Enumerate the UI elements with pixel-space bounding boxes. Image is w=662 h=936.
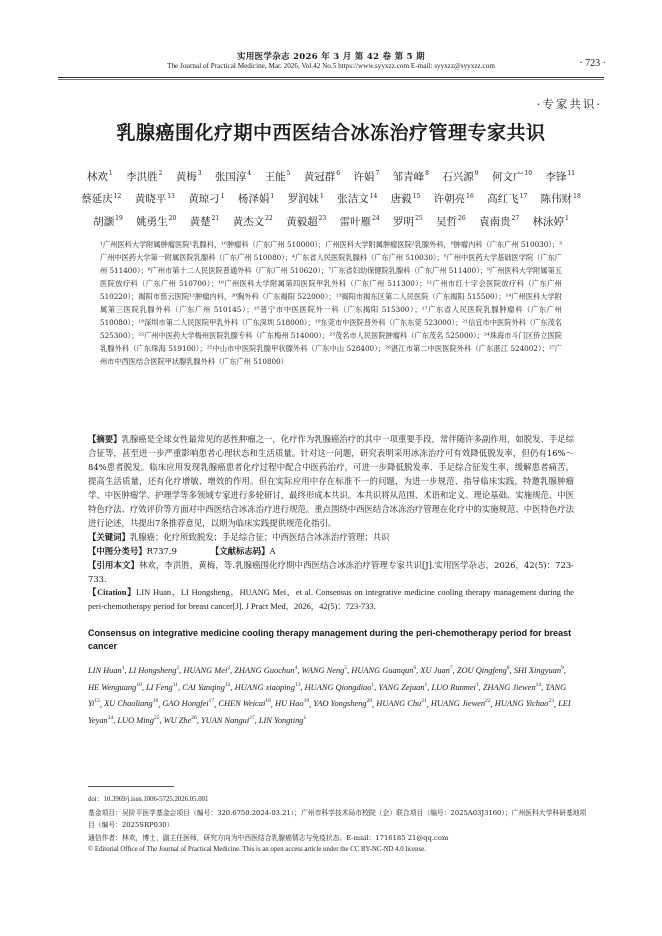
author-name: 姚勇生$^{20}$ bbox=[136, 215, 177, 228]
author-affiliation-mark: 8 bbox=[425, 170, 429, 177]
english-author-name: XU Chaoliang$^{16}$ bbox=[104, 698, 159, 709]
author-affiliation-mark: 1 bbox=[220, 192, 225, 200]
english-author-affiliation-mark: 6 bbox=[413, 665, 417, 671]
english-author-affiliation-mark: 16 bbox=[152, 698, 159, 705]
author-affiliation-mark: 16 bbox=[466, 192, 474, 200]
author-name: 罗明$^{25}$ bbox=[393, 215, 423, 228]
author-affiliation-mark: 18 bbox=[573, 192, 581, 200]
english-author-affiliation-mark: 15 bbox=[94, 698, 100, 705]
english-author-name: WU Zhe$^{26}$ bbox=[163, 715, 197, 726]
author-name: 高红飞$^{17}$ bbox=[487, 192, 528, 205]
header-rule bbox=[58, 77, 604, 78]
author-affiliation-mark: 19 bbox=[115, 215, 123, 222]
english-author-affiliation-mark: 9 bbox=[561, 665, 564, 671]
author-affiliation-mark: 5 bbox=[286, 170, 291, 177]
english-author-name: YANG Zejuan$^1$ bbox=[378, 681, 428, 692]
author-affiliation-mark: 20 bbox=[168, 215, 177, 222]
author-name: 何文广$^{10}$ bbox=[491, 170, 533, 183]
author-affiliation-mark: 21 bbox=[211, 215, 220, 222]
english-author-name: HE Wenguang$^{10}$ bbox=[88, 681, 142, 692]
clc-label: 【中图分类号】 bbox=[88, 546, 147, 556]
abstract-block bbox=[88, 432, 574, 614]
author-name: 李洪胜$^2$ bbox=[126, 170, 163, 183]
author-affiliation-mark: 12 bbox=[113, 192, 122, 200]
author-affiliation-mark: 24 bbox=[372, 215, 380, 222]
author-name: 邹青峰$^8$ bbox=[392, 170, 429, 183]
author-affiliation-mark: 4 bbox=[247, 170, 252, 177]
english-author-affiliation-mark: 14 bbox=[535, 681, 542, 688]
english-author-affiliation-mark: 1 bbox=[424, 681, 428, 688]
author-name: 杨泽娟$^1$ bbox=[237, 192, 275, 205]
author-affiliation-mark: 6 bbox=[336, 170, 341, 177]
keywords-text: 乳腺癌；化疗所致脱发；手足综合征；中西医结合冰冻治疗管理；共识 bbox=[129, 532, 390, 542]
english-author-affiliation-mark: 1 bbox=[371, 681, 375, 688]
author-name: 胡灏$^{19}$ bbox=[93, 215, 123, 228]
column-label: ·专家共识· bbox=[536, 97, 602, 111]
citation-en bbox=[88, 586, 574, 614]
english-author-affiliation-mark: 4 bbox=[294, 665, 298, 671]
english-author-name: LUO Runmei$^1$ bbox=[431, 681, 479, 692]
author-name: 许娟$^7$ bbox=[353, 170, 380, 183]
english-author-affiliation-mark: 17 bbox=[208, 698, 215, 705]
author-affiliation-mark: 1 bbox=[108, 170, 113, 177]
author-name: 雷叶雁$^{24}$ bbox=[339, 215, 380, 228]
english-author-name: LI Hongsheng$^2$ bbox=[128, 665, 180, 675]
author-name: 吴哲$^{26}$ bbox=[436, 215, 466, 228]
english-author-affiliation-mark: 26 bbox=[191, 715, 197, 722]
english-author-name: LI Feng$^{11}$ bbox=[146, 681, 179, 692]
english-author-affiliation-mark: 3 bbox=[227, 665, 231, 671]
author-name: 许朝亮$^{16}$ bbox=[433, 192, 474, 205]
english-author-affiliation-mark: 23 bbox=[548, 698, 554, 705]
english-author-affiliation-mark: 5 bbox=[344, 665, 348, 671]
abstract-text: 乳腺癌是全球女性最常见的恶性肿瘤之一，化疗作为乳腺癌治疗的其中一项重要手段，常伴随许多副作用，如脱发、手足综合征等，甚至进一步严重影响患者心理状态和生活质量。针对这一问题，研究表明采用冰冻治疗可有效降低脱发率，但仍有16%～84%患者脱发。临床应用发现乳腺癌患者化疗过程中配合中医药治疗，可进一步降低脱发率、手足综合征发生率，缓解患者痛苦，提高生活质量，还有化疗增敏、增效的作用。但在实际应用中存在标准不一的问题，为进一步规范、指导临床实践，特邀乳腺肿瘤学、中医肿瘤学、护理学等多领域专家进行多轮研讨，最终形成本共识。本共识将从范围、术语和定义、理论基础、实施规范、中医特色疗法、疗效评价等方面对中西医结合冰冻治疗进行规范。重点围绕中西医结合冰冻治疗管理在化疗中的实施规范、中医特色疗法进行论述，共提出7条推荐意见，以期为临床实践提供规范化指引。 bbox=[88, 434, 575, 528]
english-author-affiliation-mark: 2 bbox=[176, 665, 180, 671]
author-affiliation-mark: 23 bbox=[318, 215, 327, 222]
english-author-name: GAO Hongfei$^{17}$ bbox=[162, 698, 215, 709]
english-author-affiliation-mark: 7 bbox=[449, 665, 453, 671]
author-name: 黄晓平$^{13}$ bbox=[134, 192, 175, 205]
english-author-name: HUANG Guanqun$^6$ bbox=[351, 665, 417, 675]
author-affiliation-mark: 2 bbox=[158, 170, 163, 177]
doc-code-label: 【文献标志码】 bbox=[210, 546, 270, 556]
english-author-affiliation-mark: 12 bbox=[224, 681, 231, 688]
author-affiliation-mark: 13 bbox=[167, 192, 175, 200]
classification-row bbox=[88, 544, 574, 558]
affiliations: ¹广州医科大学附属肿瘤医院¹乳腺科，¹⁶肿瘤科（广东广州 510000）；广州医科大学附属肿瘤医院²乳腺外科，⁸肿瘤内科（广东广州 510030）；³广州中医药大学第一附属医院乳腺科（广东广州 510080）；⁴广东省人民医院乳腺科（广东广州 510030）；⁵广州中医药大学基础医学院（广东广州 511400）；⁶广州市第十二人民医院普通外科（广东广州 510620）；⁷广东省妇幼保健院乳腺科（广东广州 511400）；⁹广州医科大学附属第五医院放疗科（广东广州 510700）；¹⁰广州医科大学附属第四医院甲乳外科（广东广州 511300）；¹¹广州市红十字会医院放疗科（广东广州 510220）；揭阳市慈云医院¹²肿瘤内科，²⁰胸外科（广东揭阳 522000）；¹³揭阳市揭东区第二人民医院（广东揭阳 515500）；¹⁴广州医科大学附属第三医院乳腺外科（广东广州 510145）；¹⁵普宁市中医医院外一科（广东揭阳 515300）；¹⁷广东省人民医院乳腺肿瘤科（广东广州 510080）；¹⁸深圳市第二人民医院甲乳外科（广东深圳 518000）；¹⁹东莞市中医院普外科（广东东莞 523000）；²¹信宜市中医院外科（广东茂名 525300）；²²广州中医药大学梅州医院乳腺专科（广东梅州 514000）；²³茂名市人民医院肿瘤科（广东茂名 525000）；²⁴珠海市斗门区侨立医院乳腺外科（广东珠海 519100）；²⁵中山市中医院乳腺甲状腺外科（广东中山 528400）；²⁶湛江市第二中医医院外科（广东湛江 524002）；²⁷广州市中西医结合医院甲状腺乳腺外科（广东广州 510800） bbox=[100, 240, 562, 366]
author-name: 袁南贵$^{27}$ bbox=[479, 215, 520, 228]
english-author-list: LIN Huan$^1$, LI Hongsheng$^2$, HUANG Mei$^3$, ZHANG Guochun$^4$, WANG Neng$^5$, HUANG Guanqun$^6$, XU Juan$^7$, ZOU Qingfeng$^8$, SHI Xingyuan$^9$, HE Wenguang$^{10}$, LI Feng$^{11}$, CAI Yanqing$^{12}$, HUANG xiaoping$^{13}$, HUANG Qiongdiao$^1$, YANG Zejuan$^1$, LUO Runmei$^1$, ZHANG Jiewen$^{14}$, TANG Yi$^{15}$, XU Chaoliang$^{16}$, GAO Hongfei$^{17}$, CHEN Weicai$^{18}$, HU Hao$^{19}$, YAO Yongsheng$^{20}$, HUANG Chu$^{21}$, HUANG Jiewen$^{22}$, HUANG Yichao$^{23}$, LEI Yeyan$^{24}$, LUO Ming$^{25}$, WU Zhe$^{26}$, YUAN Nangui$^{27}$, LIN Yongting$^1$ bbox=[88, 665, 571, 726]
english-author-affiliation-mark: 21 bbox=[421, 698, 427, 705]
english-author-name: HUANG Jiewen$^{22}$ bbox=[430, 698, 491, 709]
english-author-name: HUANG Yichao$^{23}$ bbox=[494, 698, 554, 709]
footnotes bbox=[88, 794, 588, 857]
english-author-name: HUANG Mei$^3$ bbox=[183, 665, 231, 675]
author-affiliation-mark: 14 bbox=[369, 192, 378, 200]
header-rule-thin bbox=[58, 79, 604, 80]
citation-cn bbox=[88, 558, 574, 586]
english-author-affiliation-mark: 27 bbox=[249, 715, 255, 722]
correspondence-note: 通信作者：林欢，博士，副主任医师，研究方向为中西医结合乳腺癌情志与免疫状态。E-mail：1716185 21@qq.com bbox=[88, 833, 449, 842]
author-name: 唐毅$^{15}$ bbox=[390, 192, 421, 205]
english-author-affiliation-mark: 22 bbox=[485, 698, 491, 705]
author-affiliation-mark: 3 bbox=[197, 170, 202, 177]
author-name: 陈伟财$^{18}$ bbox=[540, 192, 581, 205]
english-author-name: CAI Yanqing$^{12}$ bbox=[182, 681, 231, 692]
keywords bbox=[88, 530, 574, 544]
footnote-rule bbox=[88, 786, 174, 787]
english-author-name: ZHANG Guochun$^4$ bbox=[234, 665, 298, 675]
english-author-name: LEI Yeyan$^{24}$ bbox=[88, 699, 571, 726]
english-author-affiliation-mark: 19 bbox=[303, 698, 310, 705]
page-number: · 723 · bbox=[579, 58, 606, 69]
doi: doi：10.3969/j.issn.1006-5725.2026.05.001 bbox=[88, 796, 209, 803]
journal-header-cn: 实用医学杂志 2026 年 3 月 第 42 卷 第 5 期 bbox=[237, 52, 425, 62]
author-affiliation-mark: 27 bbox=[511, 215, 520, 222]
english-author-affiliation-mark: 13 bbox=[294, 681, 301, 688]
author-name: 张洁文$^{14}$ bbox=[337, 192, 378, 205]
english-author-name: LIN Yongting$^1$ bbox=[258, 715, 307, 726]
author-name: 黄琼刁$^1$ bbox=[188, 192, 225, 205]
english-author-affiliation-mark: 1 bbox=[475, 681, 479, 688]
author-affiliation-mark: 10 bbox=[524, 170, 533, 177]
english-author-name: ZHANG Jiewen$^{14}$ bbox=[482, 681, 542, 692]
author-affiliation-mark: 11 bbox=[567, 170, 576, 177]
journal-header-en: The Journal of Practical Medicine, Mar. 2026, Vol.42 No.5 https://www.syyxzz.com E-mail: syyxzz@syyxzz.com bbox=[167, 62, 495, 70]
english-author-name: WANG Neng$^5$ bbox=[301, 665, 348, 675]
author-affiliation-mark: 17 bbox=[519, 192, 528, 200]
author-affiliation-mark: 1 bbox=[270, 192, 275, 200]
author-affiliation-mark: 9 bbox=[474, 170, 479, 177]
english-author-name: LUO Ming$^{25}$ bbox=[117, 715, 160, 726]
copyright-note: © Editorial Office of The Journal of Practical Medicine. This is an open access article under the CC BY-NC-ND 4.0 license. bbox=[88, 846, 426, 853]
abstract bbox=[88, 432, 574, 530]
citation-en-label: 【Citation】 bbox=[88, 588, 137, 597]
english-author-affiliation-mark: 11 bbox=[172, 681, 179, 688]
english-author-affiliation-mark: 1 bbox=[121, 665, 125, 671]
author-affiliation-mark: 22 bbox=[265, 215, 273, 222]
author-affiliation-mark: 7 bbox=[375, 170, 380, 177]
citation-en-text: LIN Huan，LI Hongsheng，HUANG Mei，et al. Consensus on integrative medicine cooling therapy management during the peri-chemotherapy period for breast cancer[J]. J Pract Med，2026，42(5)：723-733. bbox=[88, 588, 575, 611]
english-author-name: ZOU Qingfeng$^8$ bbox=[456, 665, 510, 675]
author-affiliation-mark: 1 bbox=[565, 215, 569, 222]
english-author-name: HUANG xiaoping$^{13}$ bbox=[234, 681, 301, 692]
english-author-affiliation-mark: 25 bbox=[153, 715, 160, 722]
english-author-affiliation-mark: 1 bbox=[303, 715, 307, 722]
english-author-name: YUAN Nangui$^{27}$ bbox=[200, 715, 255, 726]
author-name: 黄楚$^{21}$ bbox=[189, 215, 220, 228]
author-name: 王能$^5$ bbox=[264, 170, 291, 183]
article-title: 乳腺癌围化疗期中西医结合冰冻治疗管理专家共识 bbox=[116, 122, 546, 144]
author-affiliation-mark: 25 bbox=[415, 215, 423, 222]
english-author-affiliation-mark: 10 bbox=[136, 681, 142, 688]
english-author-name: CHEN Weicai$^{18}$ bbox=[218, 698, 271, 709]
author-affiliation-mark: 15 bbox=[412, 192, 421, 200]
author-name: 林泳婷$^1$ bbox=[532, 215, 569, 228]
english-author-affiliation-mark: 24 bbox=[107, 715, 114, 722]
english-author-affiliation-mark: 18 bbox=[265, 698, 271, 705]
english-author-name: YAO Yongsheng$^{20}$ bbox=[313, 698, 373, 709]
author-name: 黄杰文$^{22}$ bbox=[232, 215, 273, 228]
author-name: 黄梅$^3$ bbox=[175, 170, 202, 183]
author-affiliation-mark: 26 bbox=[458, 215, 466, 222]
author-list bbox=[60, 164, 602, 232]
clc-value: R737.9 bbox=[146, 546, 177, 556]
author-name: 黄冠群$^6$ bbox=[303, 170, 341, 183]
english-author-affiliation-mark: 8 bbox=[506, 665, 510, 671]
english-title: Consensus on integrative medicine cooling therapy management during the peri-chemotherapy period for breast cancer bbox=[88, 628, 572, 651]
author-name: 石兴源$^9$ bbox=[442, 170, 479, 183]
author-name: 罗润妹$^1$ bbox=[287, 192, 324, 205]
citation-cn-text: 林欢，李洪胜，黄梅，等.乳腺癌围化疗期中西医结合冰冻治疗管理专家共识[J].实用医学杂志，2026，42(5)：723-733. bbox=[88, 560, 574, 584]
citation-cn-label: 【引用本文】 bbox=[88, 560, 139, 570]
english-author-name: XU Juan$^7$ bbox=[420, 665, 453, 675]
english-author-affiliation-mark: 20 bbox=[366, 698, 373, 705]
abstract-label: 【摘要】 bbox=[88, 434, 122, 444]
author-name: 李锋$^{11}$ bbox=[545, 170, 576, 183]
author-name: 林欢$^1$ bbox=[86, 170, 113, 183]
doc-code-value: A bbox=[269, 546, 276, 556]
english-author-name: SHI Xingyuan$^9$ bbox=[513, 665, 564, 675]
author-name: 蔡延庆$^{12}$ bbox=[81, 192, 122, 205]
english-author-name: HU Hao$^{19}$ bbox=[274, 698, 310, 709]
author-affiliation-mark: 1 bbox=[320, 192, 324, 200]
funding-note: 基金项目：吴阶平医学基金会项目（编号：320.6750.2024-03.21）；广州市科学技术局市校院（企）联合项目（编号：2025A03J3160）；广州医科大学科研基地项目（编号：2025SRP030） bbox=[88, 808, 587, 829]
english-author-name: LIN Huan$^1$ bbox=[88, 665, 125, 675]
english-author-name: TANG Yi$^{15}$ bbox=[88, 682, 567, 709]
keywords-label: 【关键词】 bbox=[88, 532, 130, 542]
english-author-name: HUANG Qiongdiao$^1$ bbox=[304, 681, 375, 692]
author-name: 张国淳$^4$ bbox=[214, 170, 252, 183]
author-name: 黄毅超$^{23}$ bbox=[286, 215, 327, 228]
english-author-name: HUANG Chu$^{21}$ bbox=[376, 698, 427, 709]
